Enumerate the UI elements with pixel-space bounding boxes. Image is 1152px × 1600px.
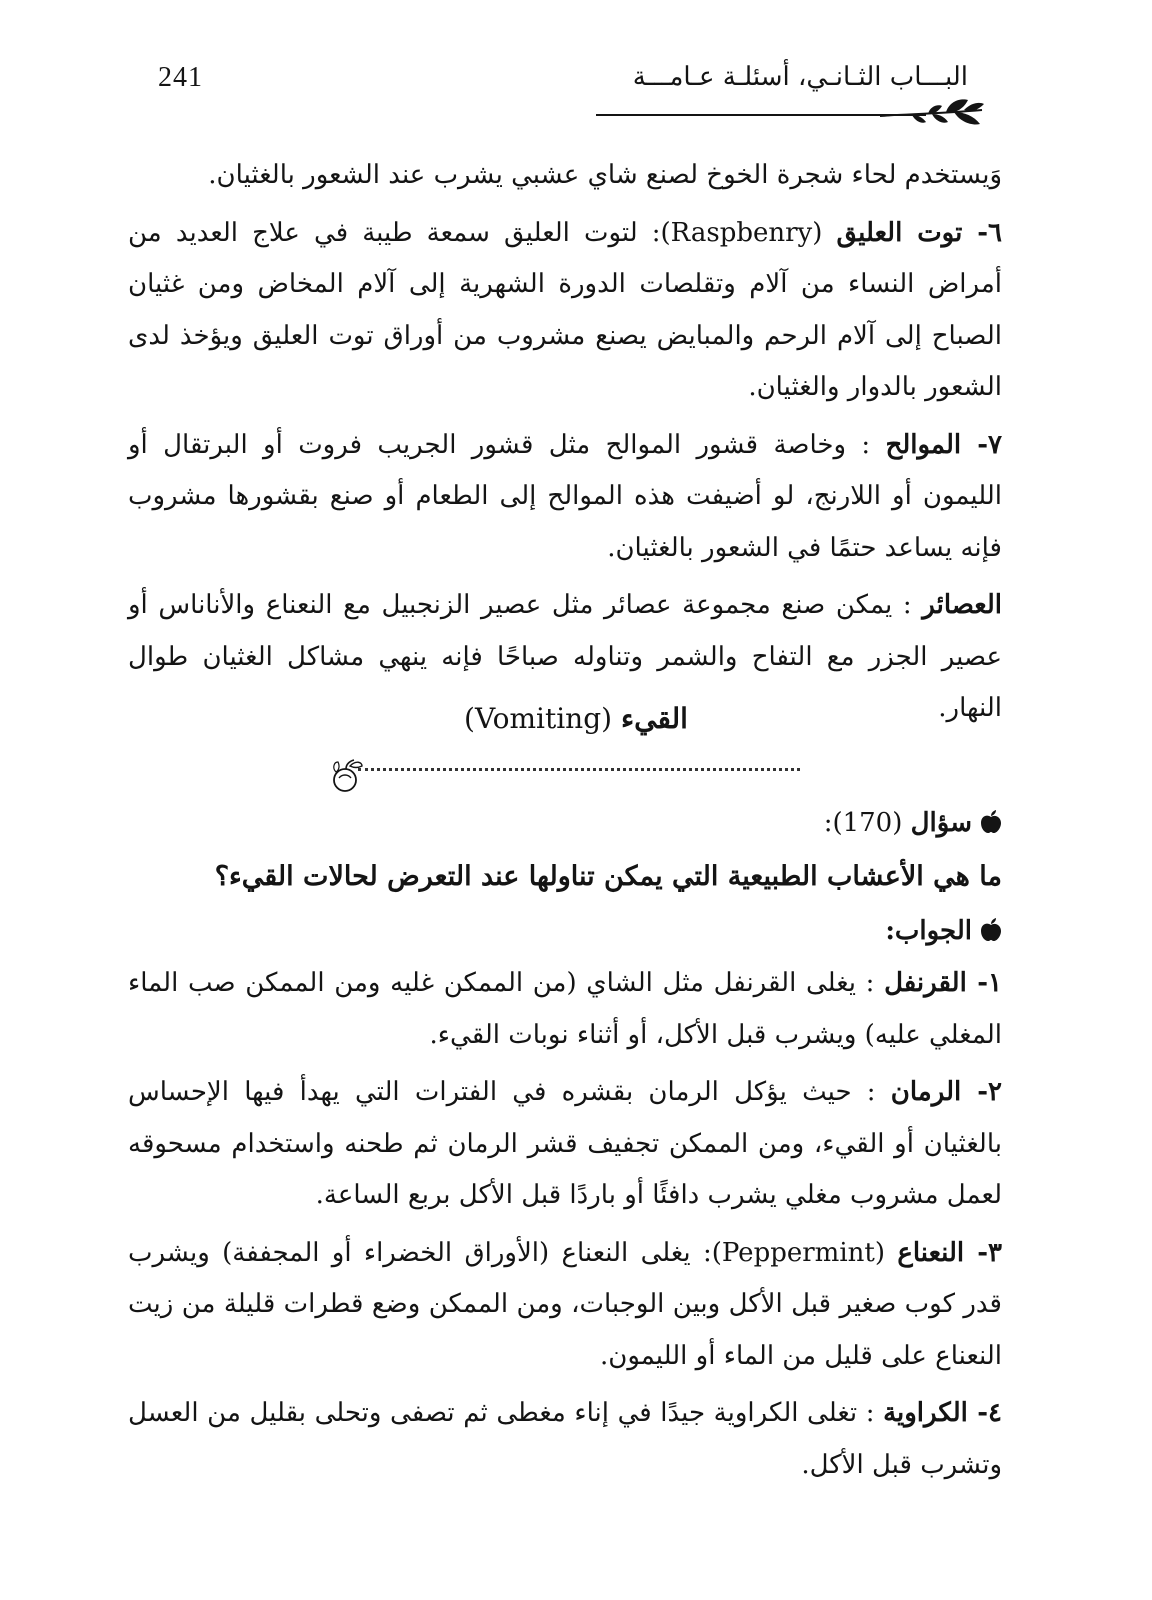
item-body: : يمكن صنع مجموعة عصائر مثل عصير الزنجبيل مع النعناع والأناناس أو عصير الجزر مع التفاح والشمر وتناوله صباحًا فإنه ينهي مشاكل الغثيان طوال النهار. <box>128 590 1002 723</box>
item-pomegranate <box>128 1067 1002 1222</box>
item-latin: (Peppermint) <box>711 1237 885 1268</box>
item-caraway <box>128 1388 1002 1491</box>
apple-icon <box>980 810 1002 834</box>
section-title-latin: (Vomiting) <box>464 702 613 735</box>
item-latin: (Raspbenry) <box>660 217 823 248</box>
item-body: : لتوت العليق سمعة طيبة في علاج العديد من أمراض النساء من آلام وتقلصات الدورة الشهرية إلى آلام المخاض ومن غثيان الصباح إلى آلام الرحم والمبايض يصنع مشروب من أوراق توت العليق ويؤخذ لدى الشعور بالدوار والغثيان. <box>128 217 1002 402</box>
item-title: ٢- الرمان <box>890 1077 1003 1107</box>
question-text: ما هي الأعشاب الطبيعية التي يمكن تناولها عند التعرض لحالات القيء؟ <box>214 861 1002 892</box>
apple-icon <box>980 918 1002 942</box>
item-raspberry <box>128 208 1002 414</box>
section-heading <box>0 702 1152 735</box>
page-number: 241 <box>158 62 203 93</box>
chapter-title: البـــاب الثـانـي، أسئلـة عـامـــة <box>632 62 968 92</box>
item-body: : وخاصة قشور الموالح مثل قشور الجريب فروت أو البرتقال أو الليمون أو اللارنج، لو أضيفت هذه الموالح إلى الطعام أو صنع بقشورها مشروب فإنه يساعد حتمًا في الشعور بالغثيان. <box>128 429 1002 563</box>
item-citrus <box>128 420 1002 575</box>
item-title: ٣- النعناع <box>897 1237 1002 1268</box>
item-peppermint <box>128 1228 1002 1383</box>
item-title: العصائر <box>922 590 1002 620</box>
item-title: ١- القرنفل <box>884 968 1002 998</box>
item-body: : تغلى الكراوية جيدًا في إناء مغطى ثم تصفى وتحلى بقليل من العسل وتشرب قبل الأكل. <box>128 1398 1002 1480</box>
item-clove <box>128 958 1002 1061</box>
answer-label: الجواب: <box>885 916 972 946</box>
answer-label-line <box>128 904 1002 958</box>
item-body: : يغلى القرنفل مثل الشاي (من الممكن غليه ومن الممكن صب الماء المغلي عليه) ويشرب قبل الأكل، أو أثناء نوبات القيء. <box>128 968 1002 1050</box>
question-label: سؤال <box>910 808 972 838</box>
continuation-paragraph: وَيستخدم لحاء شجرة الخوخ لصنع شاي عشبي يشرب عند الشعور بالغثيان. <box>208 160 1002 190</box>
item-title: ٤- الكراوية <box>883 1398 1003 1428</box>
section-title-ar: القيء <box>620 702 688 735</box>
leaf-branch-icon <box>876 98 986 132</box>
question-number: (170): <box>823 808 903 838</box>
item-title: ٦- توت العليق <box>836 217 1002 248</box>
dotted-separator <box>330 758 800 798</box>
question-block <box>128 796 1002 958</box>
item-title: ٧- الموالح <box>885 429 1002 460</box>
item-body: : يغلى النعناع (الأوراق الخضراء أو المجففة) ويشرب قدر كوب صغير قبل الأكل وبين الوجبات، ومن الممكن وضع قطرات قليلة من زيت النعناع على قليل من الماء أو الليمون. <box>128 1237 1002 1371</box>
body-text-part1 <box>128 150 1002 735</box>
fruit-icon <box>330 758 364 794</box>
body-text-part2 <box>128 958 1002 1491</box>
item-body: : حيث يؤكل الرمان بقشره في الفترات التي يهدأ فيها الإحساس بالغثيان أو القيء، ومن الممكن تجفيف قشر الرمان ثم طحنه واستخدام مسحوقه لعمل مشروب مغلي يشرب دافئًا أو باردًا قبل الأكل بربع الساعة. <box>128 1077 1002 1210</box>
dotted-line <box>358 768 800 771</box>
question-label-line <box>128 796 1002 850</box>
